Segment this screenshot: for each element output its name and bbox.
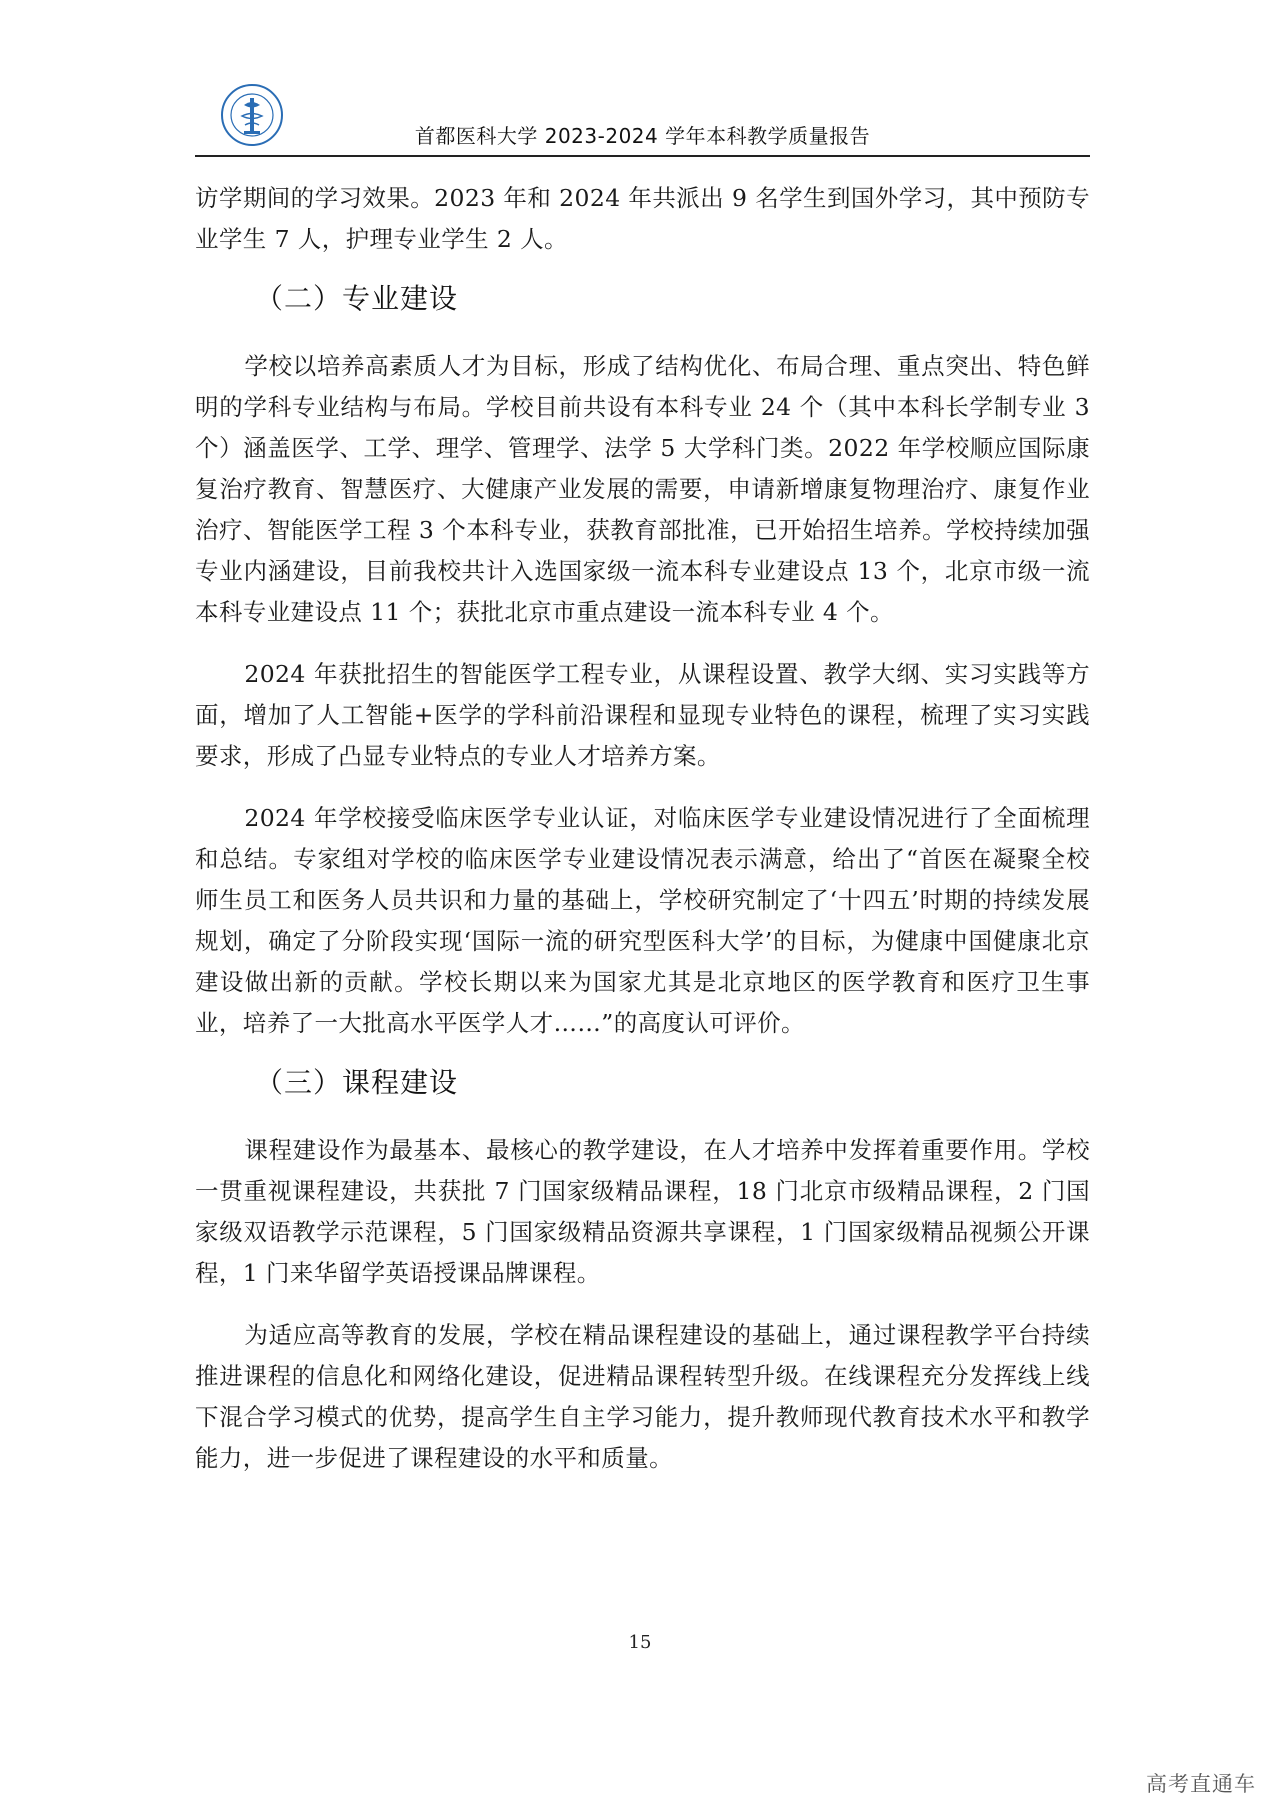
paragraph: 2024 年获批招生的智能医学工程专业，从课程设置、教学大纲、实习实践等方面，增加了人工智能+医学的学科前沿课程和显现专业特色的课程，梳理了实习实践要求，形成了凸显专业特点的专业人才培养方案。 xyxy=(195,660,1090,770)
header-title: 首都医科大学 2023-2024 学年本科教学质量报告 xyxy=(414,124,871,148)
paragraph: 2024 年学校接受临床医学专业认证，对临床医学专业建设情况进行了全面梳理和总结。专家组对学校的临床医学专业建设情况表示满意，给出了“首医在凝聚全校师生员工和医务人员共识和力量的基础上，学校研究制定了‘十四五’时期的持续发展规划，确定了分阶段实现‘国际一流的研究型医科大学’的目标，为健康中国健康北京建设做出新的贡献。学校长期以来为国家尤其是北京地区的医学教育和医疗卫生事业，培养了一大批高水平医学人才……”的高度认可评价。 xyxy=(195,804,1090,1037)
paragraph: 为适应高等教育的发展，学校在精品课程建设的基础上，通过课程教学平台持续推进课程的信息化和网络化建设，促进精品课程转型升级。在线课程充分发挥线上线下混合学习模式的优势，提高学生自主学习能力，提升教师现代教育技术水平和教学能力，进一步促进了课程建设的水平和质量。 xyxy=(195,1321,1090,1472)
paragraph: 学校以培养高素质人才为目标，形成了结构优化、布局合理、重点突出、特色鲜明的学科专业结构与布局。学校目前共设有本科专业 24 个（其中本科长学制专业 3 个）涵盖医学、工学、理学、管理学、法学 5 大学科门类。2022 年学校顺应国际康复治疗教育、智慧医疗、大健康产业发展的需要，申请新增康复物理治疗、康复作业治疗、智能医学工程 3 个本科专业，获教育部批准，已开始招生培养。学校持续加强专业内涵建设，目前我校共计入选国家级一流本科专业建设点 13 个，北京市级一流本科专业建设点 11 个；获批北京市重点建设一流本科专业 4 个。 xyxy=(195,352,1090,626)
page-header xyxy=(195,75,1090,157)
intro-paragraph: 访学期间的学习效果。2023 年和 2024 年共派出 9 名学生到国外学习，其中预防专业学生 7 人，护理专业学生 2 人。 xyxy=(195,184,1090,253)
paragraph: 课程建设作为最基本、最核心的教学建设，在人才培养中发挥着重要作用。学校一贯重视课程建设，共获批 7 门国家级精品课程，18 门北京市级精品课程，2 门国家级双语教学示范课程，5 门国家级精品资源共享课程，1 门国家级精品视频公开课程，1 门来华留学英语授课品牌课程。 xyxy=(195,1136,1090,1287)
section-heading-major-construction: （二）专业建设 xyxy=(255,282,459,315)
document-body xyxy=(195,178,1090,1500)
section-heading-course-construction: （三）课程建设 xyxy=(255,1066,459,1099)
page-number: 15 xyxy=(628,1632,652,1653)
watermark-text: 高考直通车 xyxy=(1146,1772,1256,1796)
